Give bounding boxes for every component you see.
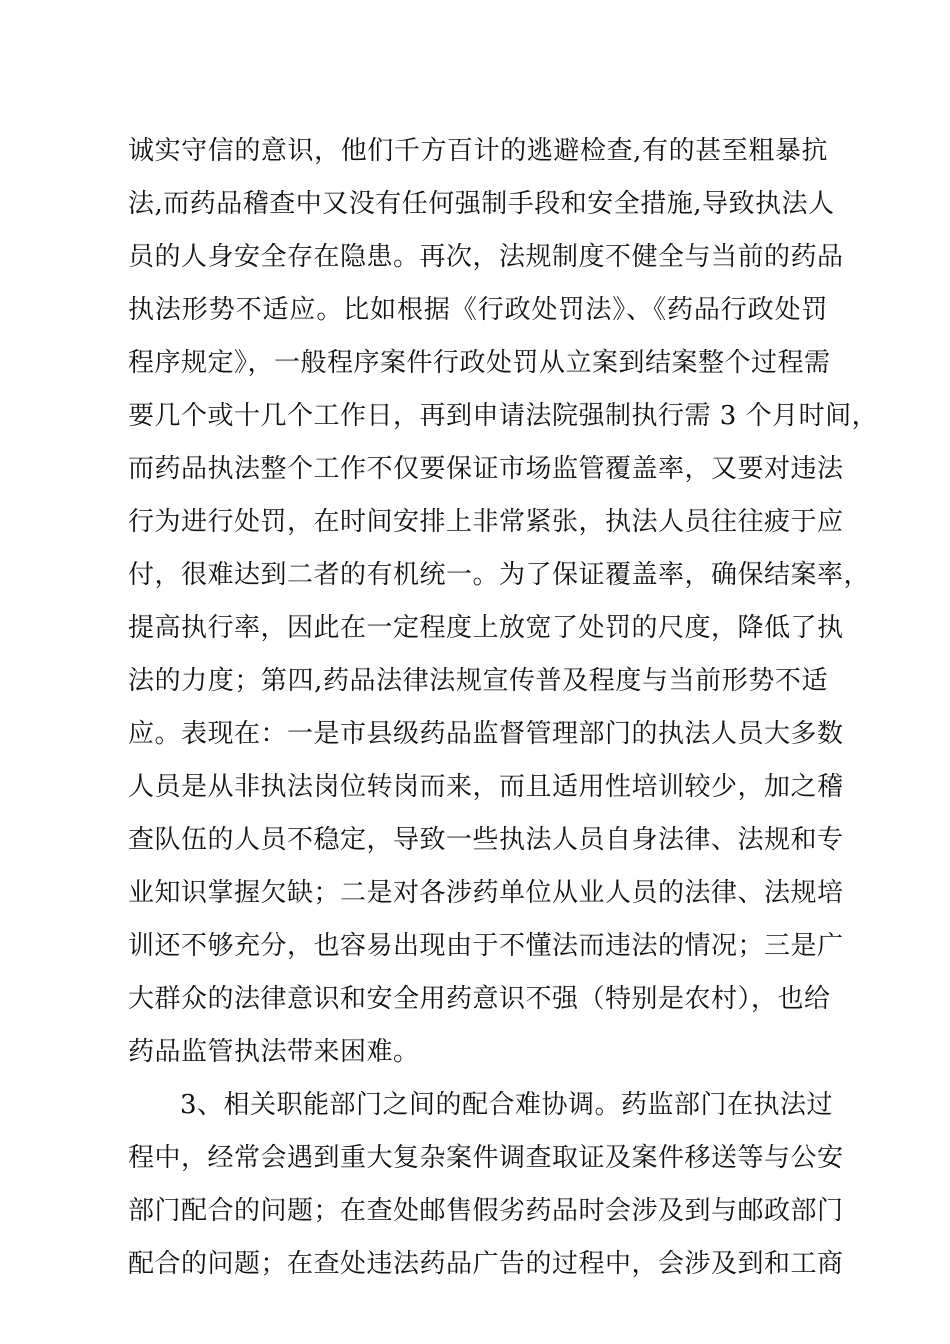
text-line: 法的力度；第四,药品法律法规宣传普及程度与当前形势不适 (128, 666, 828, 696)
text-line: 员的人身安全存在隐患。再次，法规制度不健全与当前的药品 (128, 242, 844, 272)
text-line: 程序规定》，一般程序案件行政处罚从立案到结案整个过程需 (128, 348, 831, 378)
paragraph-heading-line: 3、相关职能部门之间的配合难协调。药监部门在执法过 (180, 1090, 834, 1120)
text-line: 程中，经常会遇到重大复杂案件调查取证及案件移送等与公安 (128, 1143, 844, 1173)
text-line: 而药品执法整个工作不仅要保证市场监管覆盖率，又要对违法 (128, 454, 844, 484)
text-line: 应。表现在：一是市县级药品监督管理部门的执法人员大多数 (128, 719, 844, 749)
text-line: 行为进行处罚，在时间安排上非常紧张，执法人员往往疲于应 (128, 507, 844, 537)
text-line: 执法形势不适应。比如根据《行政处罚法》、《药品行政处罚 (128, 295, 828, 325)
text-line: 诚实守信的意识，他们千方百计的逃避检查,有的甚至粗暴抗 (128, 136, 828, 166)
text-line: 付，很难达到二者的有机统一。为了保证覆盖率，确保结案率， (128, 560, 871, 590)
text-line: 法,而药品稽查中又没有任何强制手段和安全措施,导致执法人 (128, 189, 835, 219)
text-line: 提高执行率，因此在一定程度上放宽了处罚的尺度，降低了执 (128, 613, 844, 643)
text-line: 配合的问题；在查处违法药品广告的过程中，会涉及到和工商 (128, 1249, 844, 1279)
text-line: 要几个或十几个工作日，再到申请法院强制执行需 3 个月时间， (128, 401, 879, 431)
text-line: 人员是从非执法岗位转岗而来，而且适用性培训较少，加之稽 (128, 772, 844, 802)
text-line: 部门配合的问题；在查处邮售假劣药品时会涉及到与邮政部门 (128, 1196, 844, 1226)
text-line: 业知识掌握欠缺；二是对各涉药单位从业人员的法律、法规培 (128, 878, 844, 908)
text-line: 药品监管执法带来困难。 (128, 1037, 420, 1067)
text-line: 训还不够充分，也容易出现由于不懂法而违法的情况；三是广 (128, 931, 844, 961)
text-line: 查队伍的人员不稳定，导致一些执法人员自身法律、法规和专 (128, 825, 844, 855)
text-line: 大群众的法律意识和安全用药意识不强（特别是农村），也给 (128, 984, 831, 1014)
